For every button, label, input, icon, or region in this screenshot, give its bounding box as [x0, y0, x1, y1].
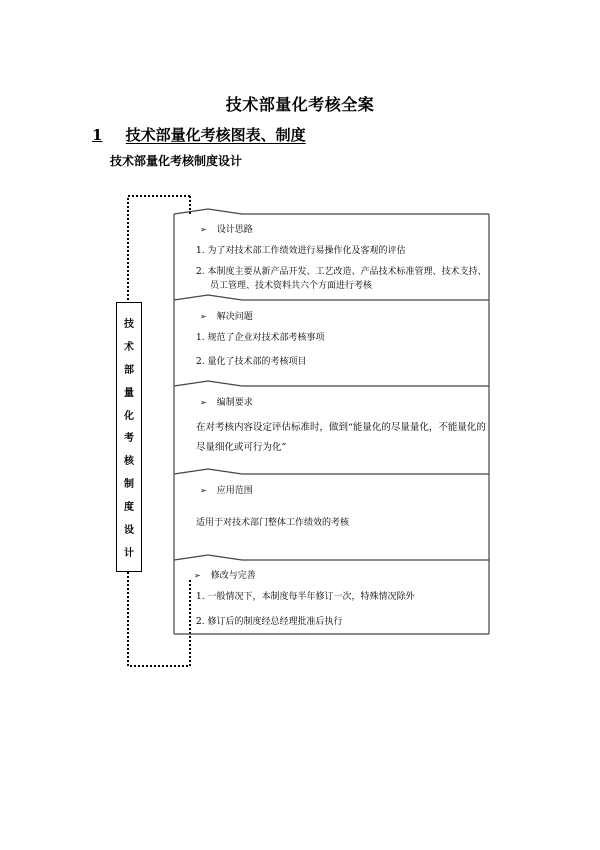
- block-line: 2. 本制度主要从新产品开发、工艺改造、产品技术标准管理、技术支持、: [196, 267, 487, 277]
- block-scope: [174, 485, 489, 538]
- block-paragraph: [196, 418, 489, 458]
- side-label-char: 核: [124, 456, 134, 468]
- block-line: 1. 为了对技术部工作绩效进行易操作化及客观的评估: [196, 246, 406, 256]
- separator-3: [174, 381, 489, 386]
- arrow-icon: ➢: [194, 571, 201, 580]
- side-label-char: 技: [124, 318, 134, 330]
- block-heading: [194, 570, 489, 582]
- arrow-icon: ➢: [200, 486, 207, 495]
- block-heading-text: 修改与完善: [210, 571, 256, 581]
- block-heading: [200, 485, 489, 497]
- block-problems-solved: [174, 311, 489, 377]
- separator-1: [174, 209, 489, 214]
- side-label-char: 度: [124, 502, 134, 514]
- block-line: 适用于对技术部门整体工作绩效的考核: [196, 518, 350, 528]
- side-label-box: [116, 302, 142, 572]
- side-label-char: 制: [124, 479, 134, 491]
- arrow-icon: ➢: [200, 312, 207, 321]
- block-line: 员工管理、技术资料共六个方面进行考核: [210, 281, 373, 291]
- side-label-char: 计: [124, 548, 134, 560]
- block-heading: [200, 397, 489, 409]
- page-title: 技术部量化考核全案: [225, 95, 375, 114]
- block-revision: [174, 570, 489, 637]
- arrow-icon: ➢: [200, 225, 207, 234]
- block-heading: [200, 311, 489, 323]
- side-label-char: 术: [124, 341, 134, 353]
- block-design-idea: [174, 224, 489, 301]
- section-number: 1: [92, 126, 103, 144]
- block-line: 1. 一般情况下，本制度每半年修订一次，特殊情况除外: [196, 592, 415, 602]
- block-line: 2. 修订后的制度经总经理批准后执行: [196, 617, 343, 627]
- block-heading-text: 编制要求: [216, 398, 253, 408]
- side-label-char: 化: [124, 410, 134, 422]
- side-label-char: 设: [124, 525, 134, 537]
- separator-4: [174, 469, 489, 474]
- block-heading: [200, 224, 489, 236]
- block-heading-text: 设计思路: [216, 225, 253, 235]
- arrow-icon: ➢: [200, 398, 207, 407]
- block-line: 1. 规范了企业对技术部考核事项: [196, 333, 325, 343]
- block-line: 2. 量化了技术部的考核项目: [196, 357, 307, 367]
- separator-5: [174, 555, 489, 560]
- block-heading-text: 应用范围: [216, 486, 253, 496]
- block-line: 在对考核内容设定评估标准时，做到“能量化的尽量量化，不能量化的: [196, 422, 486, 433]
- side-label-char: 量: [124, 387, 134, 399]
- block-requirements: [174, 397, 489, 458]
- side-label-char: 考: [124, 433, 134, 445]
- side-label-char: 部: [124, 364, 134, 376]
- block-line: 尽量细化或可行为化”: [196, 442, 287, 453]
- block-heading-text: 解决问题: [216, 312, 253, 322]
- section-title: 技术部量化考核图表、制度: [125, 126, 306, 144]
- subtitle: 技术部量化考核制度设计: [110, 154, 243, 168]
